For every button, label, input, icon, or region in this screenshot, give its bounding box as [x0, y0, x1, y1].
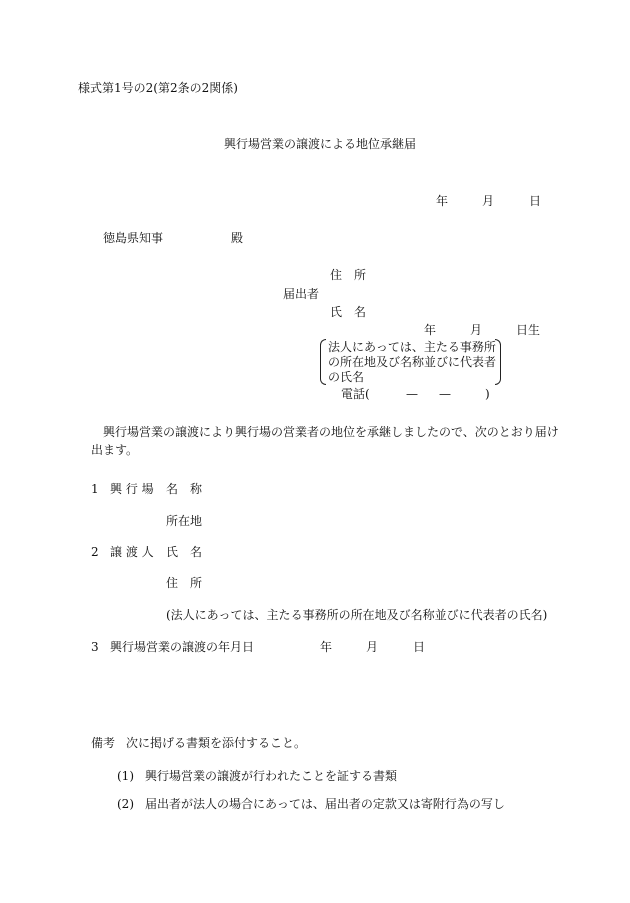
item-2-address-label: 住 所 [166, 576, 203, 590]
date-year: 年 [436, 194, 449, 208]
left-bracket [320, 339, 326, 385]
body-text-line2: 出ます。 [91, 443, 139, 457]
remarks-label: 備考 [91, 736, 116, 750]
item-1-name-label: 名 称 [166, 482, 203, 496]
date-day: 日 [529, 194, 542, 208]
remark-1-text: 興行場営業の譲渡が行われたことを証する書類 [145, 769, 398, 783]
phone-dash-2: — [439, 387, 451, 401]
birth-month: 月 [470, 323, 483, 337]
corp-note-line2: の所在地及び名称並びに代表者 [328, 355, 497, 369]
date-month: 月 [482, 194, 495, 208]
item-1-number: 1 [91, 482, 99, 496]
applicant-label: 届出者 [283, 287, 320, 301]
item-2-label: 譲 渡 人 [110, 545, 154, 559]
item-1-label: 興 行 場 [110, 482, 154, 496]
remark-1-number: (1) [117, 769, 134, 783]
honorific: 殿 [231, 231, 244, 245]
remark-2-number: (2) [117, 797, 134, 811]
remark-2-text: 届出者が法人の場合にあっては、届出者の定款又は寄附行為の写し [145, 797, 505, 811]
page-title: 興行場営業の譲渡による地位承継届 [224, 137, 417, 151]
item-3-year: 年 [320, 640, 333, 654]
phone-label: 電話( [341, 387, 370, 401]
item-1-location-label: 所在地 [166, 514, 203, 528]
birth-year: 年 [424, 323, 437, 337]
phone-close: ) [485, 387, 490, 401]
addressee: 徳島県知事 [103, 231, 164, 245]
item-2-number: 2 [91, 545, 99, 559]
form-id: 様式第1号の2(第2条の2関係) [78, 81, 238, 95]
item-3-label: 興行場営業の譲渡の年月日 [110, 640, 255, 654]
item-3-month: 月 [366, 640, 379, 654]
remarks-intro: 次に掲げる書類を添付すること。 [126, 736, 307, 750]
corp-note-line1: 法人にあっては、主たる事務所 [328, 340, 496, 354]
item-2-corp-note: (法人にあっては、主たる事務所の所在地及び名称並びに代表者の氏名) [166, 608, 548, 622]
applicant-address-label: 住 所 [330, 268, 367, 282]
item-3-number: 3 [91, 640, 99, 654]
body-text-line1: 興行場営業の譲渡により興行場の営業者の地位を承継しましたので、次のとおり届け [103, 425, 559, 439]
item-3-day: 日 [413, 640, 426, 654]
applicant-name-label: 氏 名 [330, 305, 367, 319]
corp-note-line3: の氏名 [328, 370, 365, 384]
item-2-name-label: 氏 名 [166, 545, 203, 559]
birth-day-suffix: 日生 [516, 323, 541, 337]
phone-dash-1: — [406, 387, 418, 401]
